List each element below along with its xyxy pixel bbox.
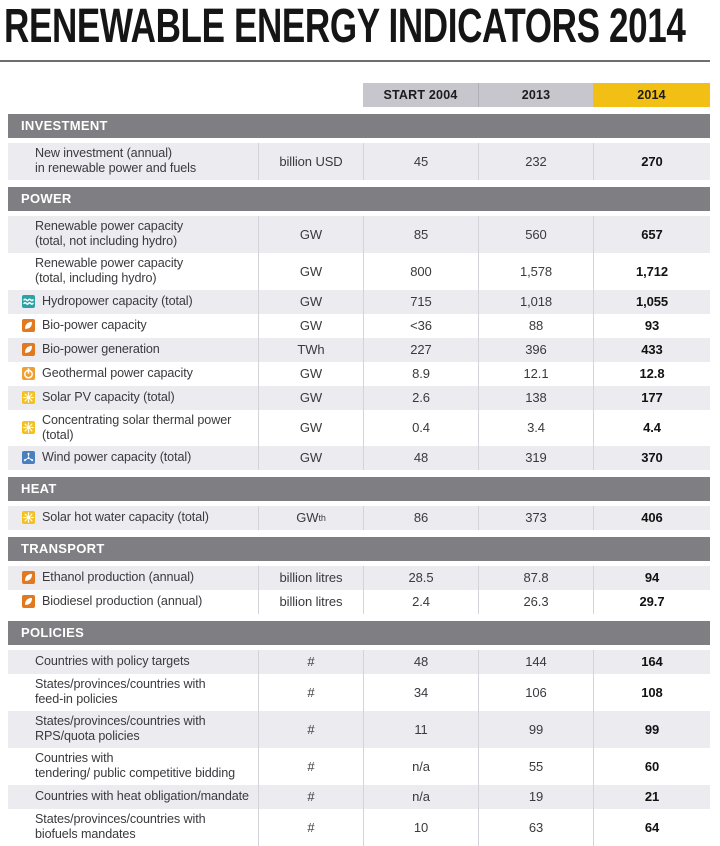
row-label: Solar PV capacity (total) (42, 390, 175, 405)
row-label-cell (8, 314, 258, 338)
table-row (8, 809, 710, 846)
row-label: Geothermal power capacity (42, 366, 193, 381)
value-2013: 3.4 (478, 410, 593, 446)
value-2013: 560 (478, 216, 593, 253)
value-2014: 108 (593, 674, 710, 711)
row-label-cell (8, 290, 258, 314)
value-2014: 164 (593, 650, 710, 674)
value-2013: 232 (478, 143, 593, 180)
row-label-cell (8, 674, 258, 711)
wind-turbine-icon (22, 451, 35, 464)
value-2013: 1,018 (478, 290, 593, 314)
value-2013: 87.8 (478, 566, 593, 590)
value-2014: 433 (593, 338, 710, 362)
value-2013: 88 (478, 314, 593, 338)
row-label: Renewable power capacity (total, not including hydro) (35, 219, 184, 249)
row-label: Concentrating solar thermal power (total) (42, 412, 232, 442)
water-wave-icon (22, 295, 35, 308)
value-start-2004: 48 (363, 650, 478, 674)
page-title: RENEWABLE ENERGY INDICATORS 2014 (4, 0, 686, 53)
row-label-cell (8, 446, 258, 470)
value-2014: 21 (593, 785, 710, 809)
row-label: Bio-power capacity (42, 318, 147, 333)
row-label: States/provinces/countries with RPS/quota policies (35, 714, 206, 744)
row-label: Solar hot water capacity (total) (42, 510, 209, 525)
row-unit: billion litres (258, 566, 363, 590)
value-2013: 396 (478, 338, 593, 362)
column-header-start-2004: START 2004 (363, 83, 478, 107)
value-start-2004: 8.9 (363, 362, 478, 386)
row-label-cell (8, 253, 258, 290)
value-start-2004: 800 (363, 253, 478, 290)
value-start-2004: 28.5 (363, 566, 478, 590)
row-label-cell (8, 362, 258, 386)
row-unit: GW (258, 253, 363, 290)
section-header-policies: POLICIES (8, 621, 710, 645)
row-label: Countries with tendering/ public competitive bidding (35, 751, 236, 781)
table-row (8, 386, 710, 410)
value-2014: 64 (593, 809, 710, 846)
value-start-2004: 2.6 (363, 386, 478, 410)
value-start-2004: 34 (363, 674, 478, 711)
row-unit: GW (258, 386, 363, 410)
bio-leaf-icon (22, 319, 35, 332)
row-label-cell (8, 338, 258, 362)
row-unit: GW (258, 362, 363, 386)
row-unit: # (258, 785, 363, 809)
value-2014: 177 (593, 386, 710, 410)
row-label-cell (8, 650, 258, 674)
table-row (8, 314, 710, 338)
row-label: Hydropower capacity (total) (42, 294, 193, 309)
indicator-table (8, 114, 710, 846)
table-row (8, 506, 710, 530)
table-row (8, 290, 710, 314)
value-start-2004: <36 (363, 314, 478, 338)
row-unit: GW (258, 216, 363, 253)
table-row (8, 566, 710, 590)
table-row (8, 362, 710, 386)
value-2014: 270 (593, 143, 710, 180)
value-2014: 99 (593, 711, 710, 748)
table-row (8, 216, 710, 253)
row-label: Renewable power capacity (total, including hydro) (35, 256, 184, 286)
sun-icon (22, 421, 35, 434)
section-header-investment: INVESTMENT (8, 114, 710, 138)
value-2014: 370 (593, 446, 710, 470)
row-label-cell (8, 590, 258, 614)
row-unit: billion USD (258, 143, 363, 180)
row-label-cell (8, 809, 258, 846)
value-2014: 657 (593, 216, 710, 253)
section-header-transport: TRANSPORT (8, 537, 710, 561)
row-unit: GW (258, 410, 363, 446)
table-row (8, 785, 710, 809)
table-row (8, 650, 710, 674)
value-2014: 60 (593, 748, 710, 785)
value-2013: 138 (478, 386, 593, 410)
value-2014: 93 (593, 314, 710, 338)
section-header-heat: HEAT (8, 477, 710, 501)
value-start-2004: n/a (363, 785, 478, 809)
value-start-2004: 227 (363, 338, 478, 362)
value-start-2004: 715 (363, 290, 478, 314)
row-unit: GW (258, 446, 363, 470)
table-row (8, 446, 710, 470)
value-2013: 63 (478, 809, 593, 846)
row-unit: billion litres (258, 590, 363, 614)
unit-subscript: th (318, 512, 326, 523)
bio-leaf-icon (22, 595, 35, 608)
row-label-cell (8, 785, 258, 809)
value-2014: 1,055 (593, 290, 710, 314)
row-label-cell (8, 506, 258, 530)
sun-icon (22, 511, 35, 524)
value-start-2004: 2.4 (363, 590, 478, 614)
row-unit: # (258, 809, 363, 846)
row-unit: # (258, 674, 363, 711)
row-unit: # (258, 711, 363, 748)
value-2013: 19 (478, 785, 593, 809)
value-start-2004: 11 (363, 711, 478, 748)
column-header-2014: 2014 (593, 83, 710, 107)
row-label: New investment (annual) in renewable power and fuels (35, 146, 197, 176)
value-2013: 373 (478, 506, 593, 530)
table-row (8, 748, 710, 785)
bio-leaf-icon (22, 571, 35, 584)
row-label: States/provinces/countries with biofuels mandates (35, 812, 206, 842)
value-2014: 94 (593, 566, 710, 590)
value-2014: 1,712 (593, 253, 710, 290)
table-row (8, 253, 710, 290)
section-header-power: POWER (8, 187, 710, 211)
row-label: Bio-power generation (42, 342, 160, 357)
row-label: Countries with heat obligation/mandate (35, 789, 249, 804)
value-2014: 29.7 (593, 590, 710, 614)
geothermal-power-icon (22, 367, 35, 380)
row-label-cell (8, 386, 258, 410)
row-label-cell (8, 566, 258, 590)
value-start-2004: 85 (363, 216, 478, 253)
value-start-2004: 0.4 (363, 410, 478, 446)
row-label-cell (8, 143, 258, 180)
row-unit: GW (258, 290, 363, 314)
value-start-2004: 48 (363, 446, 478, 470)
value-2013: 106 (478, 674, 593, 711)
table-row (8, 338, 710, 362)
row-unit: GW (258, 314, 363, 338)
value-2013: 26.3 (478, 590, 593, 614)
value-start-2004: 45 (363, 143, 478, 180)
value-2013: 12.1 (478, 362, 593, 386)
row-label: Biodiesel production (annual) (42, 594, 203, 609)
value-2014: 406 (593, 506, 710, 530)
value-2014: 12.8 (593, 362, 710, 386)
value-2014: 4.4 (593, 410, 710, 446)
row-unit: GW th (258, 506, 363, 530)
table-row (8, 711, 710, 748)
row-label: States/provinces/countries with feed-in policies (35, 677, 206, 707)
row-label: Countries with policy targets (35, 654, 190, 669)
value-start-2004: n/a (363, 748, 478, 785)
table-row (8, 590, 710, 614)
row-unit: TWh (258, 338, 363, 362)
value-start-2004: 86 (363, 506, 478, 530)
bio-leaf-icon (22, 343, 35, 356)
value-2013: 55 (478, 748, 593, 785)
table-row (8, 410, 710, 446)
value-2013: 319 (478, 446, 593, 470)
sun-icon (22, 391, 35, 404)
column-header-2013: 2013 (478, 83, 593, 107)
row-label: Ethanol production (annual) (42, 570, 195, 585)
value-start-2004: 10 (363, 809, 478, 846)
value-2013: 1,578 (478, 253, 593, 290)
row-label-cell (8, 216, 258, 253)
column-header-row (363, 83, 710, 107)
table-row (8, 674, 710, 711)
row-unit: # (258, 650, 363, 674)
title-divider (0, 60, 710, 62)
row-label-cell (8, 748, 258, 785)
row-unit: # (258, 748, 363, 785)
value-2013: 144 (478, 650, 593, 674)
table-row (8, 143, 710, 180)
value-2013: 99 (478, 711, 593, 748)
row-label-cell (8, 410, 258, 446)
row-label-cell (8, 711, 258, 748)
row-label: Wind power capacity (total) (42, 450, 192, 465)
